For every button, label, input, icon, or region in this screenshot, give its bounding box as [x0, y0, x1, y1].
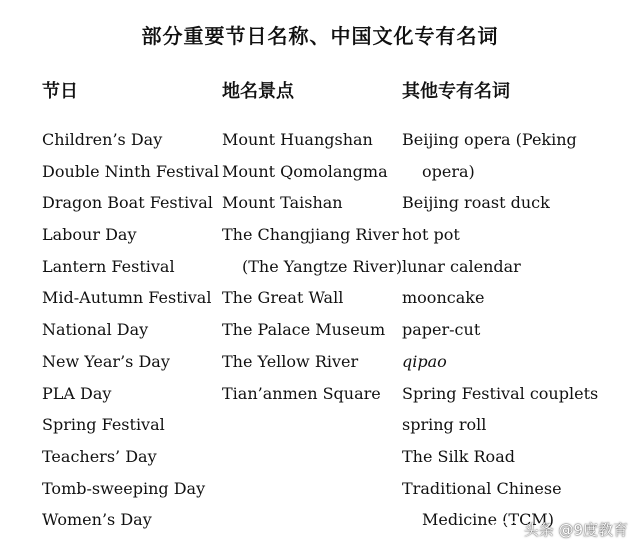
list-item: qipao — [402, 351, 447, 371]
list-item: Labour Day — [42, 225, 137, 245]
list-item: Double Ninth Festival — [42, 161, 220, 181]
list-item-continuation: opera) — [422, 161, 475, 181]
list-item: mooncake — [402, 288, 485, 308]
list-item: Beijing opera (Peking — [402, 130, 577, 149]
list-item: The Changjiang River — [222, 225, 399, 245]
list-item: Mid-Autumn Festival — [42, 288, 212, 308]
list-item: Tomb-sweeping Day — [42, 478, 206, 498]
list-item-continuation: (The Yangtze River) — [242, 256, 403, 276]
toutiao-logo-icon — [492, 520, 520, 540]
list-item-continuation: Medicine (TCM) — [422, 510, 554, 530]
column-places — [222, 80, 402, 409]
list-item: Mount Qomolangma — [222, 161, 388, 181]
list-item: New Year’s Day — [42, 351, 170, 371]
list-item: Women’s Day — [42, 510, 152, 530]
list-item: Mount Huangshan — [222, 130, 373, 149]
list-item: paper-cut — [402, 320, 481, 340]
list-item: PLA Day — [42, 383, 112, 403]
list-item: Tian’anmen Square — [222, 383, 381, 403]
list-item: Beijing roast duck — [402, 193, 550, 213]
watermark — [492, 519, 628, 540]
column-header-other-terms: 其他专有名词 — [402, 81, 510, 102]
list-item: Lantern Festival — [42, 256, 175, 276]
column-other-terms — [402, 80, 598, 536]
list-item: The Palace Museum — [222, 320, 386, 340]
watermark-text: 头条 @9度教育 — [523, 521, 628, 539]
list-item: The Yellow River — [222, 351, 359, 371]
page-title: 部分重要节日名称、中国文化专有名词 — [141, 24, 499, 48]
list-item: Teachers’ Day — [42, 446, 157, 466]
list-item: Spring Festival — [42, 415, 165, 435]
list-item: Traditional Chinese — [402, 478, 562, 498]
list-item: Spring Festival couplets — [402, 383, 599, 403]
list-item: Mount Taishan — [222, 193, 343, 213]
list-item: The Great Wall — [222, 288, 344, 308]
list-item: lunar calendar — [402, 256, 521, 276]
list-item: The Silk Road — [402, 446, 515, 466]
column-header-festivals: 节日 — [42, 81, 78, 102]
column-header-places: 地名景点 — [222, 81, 294, 102]
list-item: hot pot — [402, 225, 460, 245]
column-festivals — [42, 80, 219, 536]
list-item: Children’s Day — [42, 130, 163, 149]
list-item: Dragon Boat Festival — [42, 193, 213, 213]
list-item: spring roll — [402, 415, 487, 435]
list-item: National Day — [42, 320, 149, 340]
